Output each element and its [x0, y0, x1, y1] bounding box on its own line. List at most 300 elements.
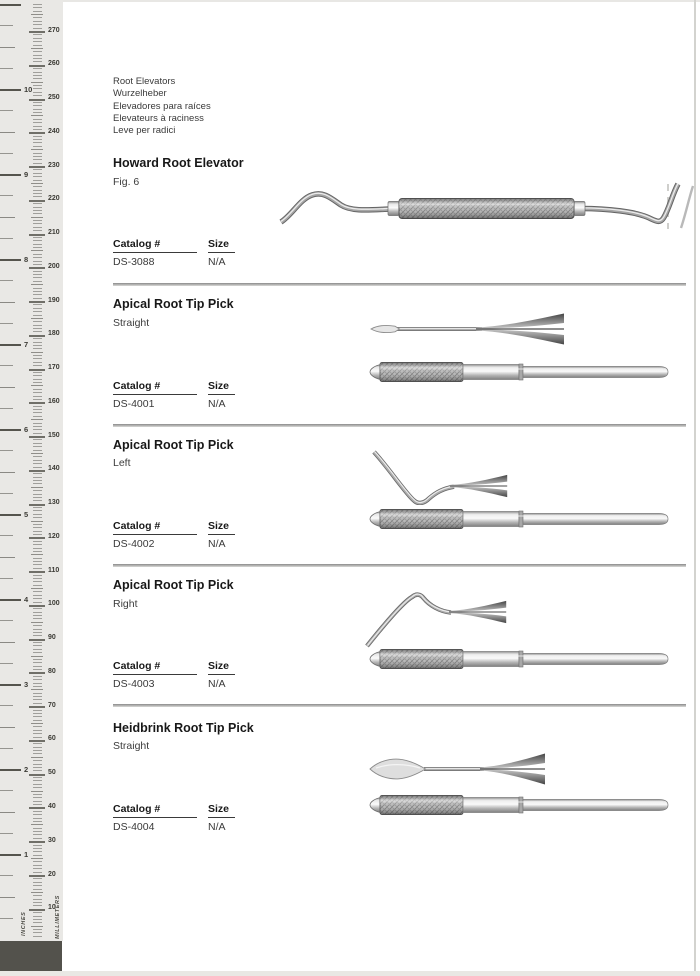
ruler-number: 120 [48, 532, 60, 540]
catalog-number-value: DS-4001 [113, 398, 155, 410]
ruler-tick [33, 78, 42, 79]
ruler-tick [33, 878, 42, 879]
ruler-number: 80 [48, 667, 56, 675]
ruler-number: 150 [48, 431, 60, 439]
ruler-tick [33, 456, 42, 457]
ruler-tick [29, 504, 45, 506]
ruler-tick [29, 740, 45, 742]
product-variant: Straight [113, 740, 150, 752]
catalog-value-row [113, 395, 235, 410]
ruler-tick [33, 848, 42, 849]
ruler-tick [33, 608, 42, 609]
ruler-tick [33, 733, 42, 734]
ruler-tick [33, 136, 42, 137]
ruler-tick [29, 571, 45, 573]
ruler-tick [0, 833, 13, 834]
ruler-tick [33, 237, 42, 238]
ruler-tick [33, 119, 42, 120]
ruler-tick [33, 919, 42, 920]
ruler-tick [33, 55, 42, 56]
ruler-tick [33, 514, 42, 515]
ruler-tick [33, 500, 42, 501]
ruler-tick [33, 227, 42, 228]
ruler-tick [33, 11, 42, 12]
ruler-tick [0, 642, 15, 643]
ruler-tick [33, 429, 42, 430]
ruler-tick [31, 217, 43, 218]
ruler-number: 40 [48, 802, 56, 810]
ruler-tick [33, 58, 42, 59]
page-top-edge [0, 0, 700, 2]
ruler-number: 9 [24, 169, 29, 179]
product-section-apical-straight [113, 283, 686, 424]
catalog-number-value: DS-4002 [113, 538, 155, 550]
ruler-tick [33, 193, 42, 194]
product-section-howard [113, 70, 686, 283]
ruler-tick [33, 696, 42, 697]
ruler-tick [33, 244, 42, 245]
ruler-tick [31, 250, 43, 251]
product-title: Apical Root Tip Pick [113, 438, 234, 452]
ruler-tick [33, 139, 42, 140]
ruler-number: 6 [24, 424, 29, 434]
ruler-tick [33, 7, 42, 8]
ruler-tick [33, 507, 42, 508]
ruler-tick [31, 385, 43, 386]
ruler-tick [33, 281, 42, 282]
ruler-tick [0, 790, 13, 791]
section-divider [113, 564, 686, 567]
ruler-tick [33, 497, 42, 498]
ruler-tick [29, 301, 45, 303]
ruler-tick [33, 882, 42, 883]
ruler-tick [33, 190, 42, 191]
ruler-tick [33, 477, 42, 478]
ruler-tick [33, 173, 42, 174]
ruler-number: 230 [48, 161, 60, 169]
ruler-end-cap [0, 941, 62, 972]
ruler-number: 160 [48, 397, 60, 405]
ruler-tick [33, 642, 42, 643]
ruler-tick [33, 490, 42, 491]
ruler-tick [33, 753, 42, 754]
ruler-tick [33, 710, 42, 711]
ruler-tick [33, 730, 42, 731]
section-divider [113, 704, 686, 707]
ruler-tick [0, 472, 15, 473]
ruler-tick [29, 132, 45, 134]
ruler-tick [33, 787, 42, 788]
catalog-number-header: Catalog # [113, 520, 197, 535]
section-divider [113, 424, 686, 427]
product-section-apical-left [113, 424, 686, 564]
ruler-tick [33, 308, 42, 309]
product-title: Apical Root Tip Pick [113, 297, 234, 311]
ruler-tick [33, 767, 42, 768]
ruler-tick [33, 632, 42, 633]
ruler-tick [33, 102, 42, 103]
ruler-tick [29, 470, 45, 472]
ruler-tick [33, 331, 42, 332]
ruler-tick [33, 24, 42, 25]
ruler-tick [33, 821, 42, 822]
ruler-tick [33, 304, 42, 305]
ruler-tick [31, 318, 43, 319]
ruler-tick [33, 686, 42, 687]
ruler-tick [33, 176, 42, 177]
size-header: Size [208, 660, 235, 675]
ruler-tick [33, 662, 42, 663]
ruler-tick [33, 578, 42, 579]
ruler-tick [29, 99, 45, 101]
ruler-tick [33, 213, 42, 214]
ruler-tick [33, 180, 42, 181]
ruler-tick [33, 406, 42, 407]
category-line-it: Leve per radici [113, 125, 176, 137]
ruler-tick [33, 683, 42, 684]
ruler-number: 7 [24, 339, 29, 349]
ruler-tick [33, 288, 42, 289]
category-line-en: Root Elevators [113, 76, 176, 87]
ruler-number: 8 [24, 254, 29, 264]
ruler-tick [33, 838, 42, 839]
ruler-tick [33, 446, 42, 447]
ruler-tick [33, 777, 42, 778]
ruler-tick [0, 47, 15, 48]
ruler-number: 3 [24, 679, 29, 689]
ruler-tick [33, 379, 42, 380]
ruler-tick [0, 535, 13, 536]
ruler-tick [33, 220, 42, 221]
ruler-tick [33, 595, 42, 596]
ruler-tick [33, 932, 42, 933]
ruler-number: 10 [24, 84, 33, 94]
ruler-tick [33, 68, 42, 69]
ruler-tick [0, 493, 13, 494]
catalog-number-header: Catalog # [113, 660, 197, 675]
ruler-tick [33, 163, 42, 164]
ruler-tick [31, 48, 43, 49]
ruler-tick [31, 689, 43, 690]
ruler-tick [33, 804, 42, 805]
ruler-tick [33, 156, 42, 157]
ruler-tick [0, 854, 21, 856]
ruler-tick [29, 166, 45, 168]
ruler-number: 220 [48, 195, 60, 203]
ruler-tick [31, 14, 43, 15]
ruler-tick [33, 338, 42, 339]
ruler-tick [33, 75, 42, 76]
ruler-tick [0, 259, 21, 261]
ruler-number: 240 [48, 127, 60, 135]
ruler-tick [31, 487, 43, 488]
ruler-tick [31, 149, 43, 150]
ruler-tick [33, 254, 42, 255]
ruler-tick [0, 387, 15, 388]
ruler-tick [33, 247, 42, 248]
ruler-tick [33, 51, 42, 52]
ruler-tick [33, 541, 42, 542]
ruler-tick [33, 4, 42, 5]
ruler-tick [33, 294, 42, 295]
ruler-number: 5 [24, 509, 29, 519]
catalog-header-row [113, 238, 235, 253]
product-section-heidbrink [113, 704, 686, 839]
ruler-tick [33, 291, 42, 292]
ruler-tick [33, 109, 42, 110]
product-variant: Fig. 6 [113, 176, 140, 188]
ruler-tick [0, 514, 21, 516]
ruler-tick [33, 814, 42, 815]
ruler-number: 250 [48, 94, 60, 102]
ruler-tick [31, 183, 43, 184]
product-title: Heidbrink Root Tip Pick [113, 721, 254, 735]
ruler-tick [33, 126, 42, 127]
ruler-tick [33, 531, 42, 532]
size-header: Size [208, 380, 235, 395]
ruler-tick [33, 92, 42, 93]
ruler-number: 260 [48, 60, 60, 68]
ruler-tick [33, 558, 42, 559]
ruler-tick [33, 61, 42, 62]
ruler-tick [31, 554, 43, 555]
ruler-tick [33, 129, 42, 130]
catalog-table [113, 803, 235, 833]
ruler-tick [0, 238, 13, 239]
ruler-tick [33, 703, 42, 704]
ruler-number: 30 [48, 836, 56, 844]
ruler-tick [33, 372, 42, 373]
instrument-handle-image [367, 359, 671, 385]
ruler-tick [29, 774, 45, 776]
ruler-tick [29, 639, 45, 641]
ruler-tick [33, 659, 42, 660]
ruler-tick [33, 693, 42, 694]
page-bottom-edge [0, 971, 700, 976]
ruler-tick [33, 750, 42, 751]
product-variant: Right [113, 598, 138, 610]
ruler-tick [33, 382, 42, 383]
ruler-tick [33, 21, 42, 22]
product-section-apical-right [113, 564, 686, 704]
ruler-tick [33, 851, 42, 852]
size-value: N/A [208, 538, 226, 550]
ruler-number: 210 [48, 229, 60, 237]
ruler-tick [33, 277, 42, 278]
ruler-tick [33, 142, 42, 143]
ruler-tick [33, 439, 42, 440]
size-header: Size [208, 520, 235, 535]
ruler-tick [33, 375, 42, 376]
ruler-tick [0, 217, 15, 218]
ruler-tick [33, 585, 42, 586]
ruler-tick [33, 169, 42, 170]
ruler-tick [33, 828, 42, 829]
ruler-tick [33, 737, 42, 738]
ruler-tick [0, 25, 13, 26]
ruler-tick [33, 399, 42, 400]
ruler-number: 200 [48, 262, 60, 270]
ruler-tick [33, 416, 42, 417]
ruler-tick [0, 557, 15, 558]
ruler-tick [33, 146, 42, 147]
instrument-handle-image [367, 646, 671, 672]
ruler-tick [33, 649, 42, 650]
ruler-tick [0, 153, 13, 154]
ruler-number: 130 [48, 499, 60, 507]
ruler-tick [33, 764, 42, 765]
ruler-tick [33, 889, 42, 890]
catalog-number-header: Catalog # [113, 803, 197, 818]
ruler-tick [0, 365, 13, 366]
ruler-tick [33, 916, 42, 917]
ruler-tick [33, 17, 42, 18]
ruler-tick [31, 115, 43, 116]
ruler-tick [33, 598, 42, 599]
catalog-header-row [113, 380, 235, 395]
ruler-tick [33, 315, 42, 316]
ruler-tick [33, 899, 42, 900]
ruler-tick [33, 575, 42, 576]
catalog-number-value: DS-4004 [113, 821, 155, 833]
catalog-value-row [113, 253, 235, 268]
ruler-tick [33, 669, 42, 670]
ruler-tick [33, 602, 42, 603]
ruler-tick [33, 72, 42, 73]
ruler-tick [33, 561, 42, 562]
ruler-tick [33, 483, 42, 484]
ruler-tick [33, 480, 42, 481]
ruler-number: 50 [48, 769, 56, 777]
ruler-tick [33, 207, 42, 208]
ruler-tick [33, 868, 42, 869]
ruler-tick [33, 261, 42, 262]
ruler-tick [0, 174, 21, 176]
ruler-tick [33, 271, 42, 272]
ruler-tick [33, 105, 42, 106]
catalog-header-row [113, 520, 235, 535]
ruler-tick [31, 352, 43, 353]
ruler-tick [0, 302, 15, 303]
ruler-tick [33, 494, 42, 495]
ruler-tick [33, 345, 42, 346]
ruler-tick [0, 408, 13, 409]
ruler-tick [33, 645, 42, 646]
catalog-header-row [113, 803, 235, 818]
ruler-tick [33, 311, 42, 312]
ruler-tick [31, 453, 43, 454]
ruler-tick [0, 344, 21, 346]
ruler-tick [33, 929, 42, 930]
ruler-tick [33, 460, 42, 461]
catalog-number-header: Catalog # [113, 380, 197, 395]
ruler-tick [33, 362, 42, 363]
ruler-tick [33, 426, 42, 427]
ruler-tick [33, 524, 42, 525]
ruler-tick [33, 666, 42, 667]
ruler-tick [33, 325, 42, 326]
ruler-tick [33, 568, 42, 569]
ruler-tick [31, 858, 43, 859]
ruler-tick [33, 223, 42, 224]
ruler-tick [29, 200, 45, 202]
ruler-tick [33, 392, 42, 393]
ruler-number: 2 [24, 764, 29, 774]
ruler-tick [33, 203, 42, 204]
ruler-number: 20 [48, 870, 56, 878]
ruler-tick [33, 801, 42, 802]
ruler-tick [31, 419, 43, 420]
ruler-tick [33, 872, 42, 873]
ruler-tick [33, 713, 42, 714]
ruler-tick [33, 905, 42, 906]
ruler-tick [33, 865, 42, 866]
ruler-tick [33, 28, 42, 29]
catalog-number-value: DS-4003 [113, 678, 155, 690]
ruler-tick [33, 716, 42, 717]
ruler-number: 100 [48, 600, 60, 608]
ruler-tick [0, 875, 13, 876]
ruler-tick [33, 726, 42, 727]
ruler-tick [29, 65, 45, 67]
ruler-tick [29, 335, 45, 337]
section-divider [113, 283, 686, 286]
ruler-tick [0, 323, 13, 324]
size-value: N/A [208, 256, 226, 268]
catalog-value-row [113, 818, 235, 833]
ruler-tick [0, 620, 13, 621]
ruler-tick [29, 706, 45, 708]
product-title: Apical Root Tip Pick [113, 578, 234, 592]
ruler-tick [33, 257, 42, 258]
ruler-tick [33, 510, 42, 511]
ruler-tick [0, 748, 13, 749]
ruler-number: 270 [48, 26, 60, 34]
ruler-tick [33, 922, 42, 923]
category-heading-multilingual [113, 76, 211, 137]
catalog-table [113, 660, 235, 690]
ruler-number: 60 [48, 735, 56, 743]
ruler-tick [33, 517, 42, 518]
ruler-tick [33, 679, 42, 680]
ruler-tick [33, 186, 42, 187]
ruler-tick [33, 743, 42, 744]
catalog-value-row [113, 675, 235, 690]
ruler-tick [33, 797, 42, 798]
ruler-tick [33, 635, 42, 636]
ruler-tick [29, 436, 45, 438]
right-tip-detail-image [355, 588, 509, 650]
ruler-tick [33, 321, 42, 322]
ruler-number: 140 [48, 465, 60, 473]
ruler-tick [33, 811, 42, 812]
ruler-tick [29, 807, 45, 809]
ruler-tick [33, 95, 42, 96]
ruler-tick [33, 122, 42, 123]
category-line-de: Wurzelheber [113, 88, 167, 100]
ruler-tick [0, 599, 21, 601]
ruler-number: 10 [48, 904, 56, 912]
ruler-tick [33, 855, 42, 856]
ruler-tick [29, 909, 45, 911]
ruler-tick [0, 4, 21, 6]
ruler-tick [0, 280, 13, 281]
ruler-tick [33, 264, 42, 265]
ruler-tick [0, 132, 15, 133]
ruler-tick [33, 355, 42, 356]
ruler-tick [0, 68, 13, 69]
ruler-tick [33, 551, 42, 552]
